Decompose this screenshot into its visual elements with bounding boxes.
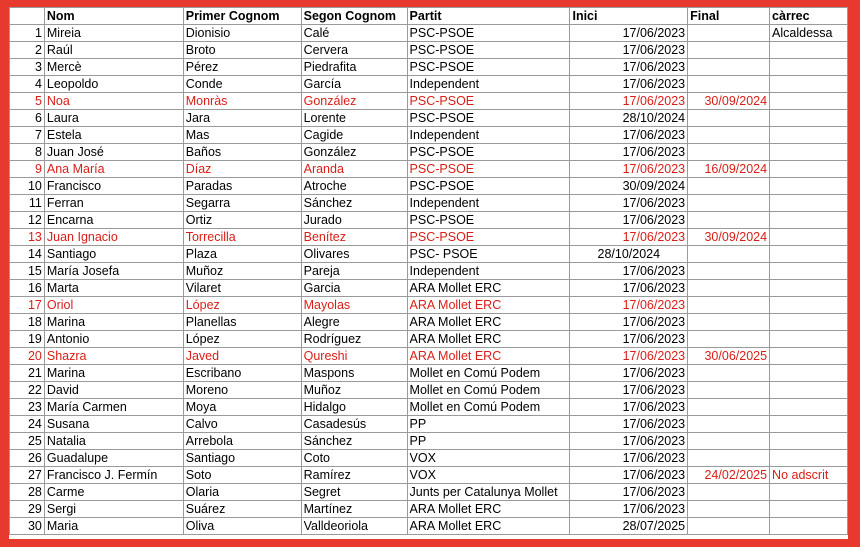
cell-primer-cognom[interactable]: López [183, 331, 301, 348]
cell-segon-cognom[interactable]: Cagide [301, 127, 407, 144]
cell-nom[interactable]: María Josefa [44, 263, 183, 280]
cell-nom[interactable]: Ferran [44, 195, 183, 212]
cell-inici[interactable]: 17/06/2023 [570, 161, 688, 178]
cell-inici[interactable]: 17/06/2023 [570, 331, 688, 348]
cell-segon-cognom[interactable]: Pareja [301, 263, 407, 280]
cell-primer-cognom[interactable]: Moya [183, 399, 301, 416]
cell-segon-cognom[interactable]: Casadesús [301, 416, 407, 433]
cell-final[interactable] [688, 365, 770, 382]
cell-carrec[interactable] [770, 399, 848, 416]
cell-carrec[interactable] [770, 382, 848, 399]
cell-partit[interactable]: PSC-PSOE [407, 110, 570, 127]
cell-segon-cognom[interactable]: Aranda [301, 161, 407, 178]
cell-carrec[interactable] [770, 93, 848, 110]
cell-inici[interactable]: 17/06/2023 [570, 229, 688, 246]
header-nom[interactable]: Nom [44, 8, 183, 25]
table-row [10, 399, 848, 416]
cell-final[interactable] [688, 501, 770, 518]
row-number-cell[interactable]: 3 [10, 59, 45, 76]
cell-inici[interactable]: 17/06/2023 [570, 416, 688, 433]
cell-nom[interactable]: Marina [44, 314, 183, 331]
cell-inici[interactable]: 30/09/2024 [570, 178, 688, 195]
cell-inici[interactable]: 17/06/2023 [570, 433, 688, 450]
cell-nom[interactable]: Francisco [44, 178, 183, 195]
cell-carrec[interactable] [770, 314, 848, 331]
cell-primer-cognom[interactable]: Torrecilla [183, 229, 301, 246]
table-row [10, 59, 848, 76]
cell-final[interactable] [688, 399, 770, 416]
cell-partit[interactable]: PSC-PSOE [407, 161, 570, 178]
cell-carrec[interactable] [770, 212, 848, 229]
cell-nom[interactable]: Shazra [44, 348, 183, 365]
cell-inici[interactable]: 17/06/2023 [570, 127, 688, 144]
table-row [10, 144, 848, 161]
cell-inici[interactable]: 17/06/2023 [570, 348, 688, 365]
cell-segon-cognom[interactable]: Segret [301, 484, 407, 501]
cell-inici[interactable]: 17/06/2023 [570, 212, 688, 229]
row-number-cell[interactable]: 22 [10, 382, 45, 399]
row-number-cell[interactable]: 24 [10, 416, 45, 433]
table-row [10, 195, 848, 212]
cell-final[interactable]: 16/09/2024 [688, 161, 770, 178]
cell-inici[interactable]: 17/06/2023 [570, 365, 688, 382]
cell-inici[interactable]: 28/07/2025 [570, 518, 688, 535]
cell-inici[interactable]: 17/06/2023 [570, 450, 688, 467]
cell-nom[interactable]: Guadalupe [44, 450, 183, 467]
cell-nom[interactable]: Francisco J. Fermín [44, 467, 183, 484]
cell-primer-cognom[interactable]: Vilaret [183, 280, 301, 297]
cell-primer-cognom[interactable]: Mas [183, 127, 301, 144]
cell-primer-cognom[interactable]: Díaz [183, 161, 301, 178]
cell-segon-cognom[interactable]: Garcia [301, 280, 407, 297]
cell-primer-cognom[interactable]: Baños [183, 144, 301, 161]
cell-carrec[interactable] [770, 518, 848, 535]
cell-primer-cognom[interactable]: Javed [183, 348, 301, 365]
cell-primer-cognom[interactable]: Arrebola [183, 433, 301, 450]
cell-segon-cognom[interactable]: Benítez [301, 229, 407, 246]
cell-carrec[interactable] [770, 416, 848, 433]
cell-inici[interactable]: 28/10/2024 [570, 110, 688, 127]
cell-partit[interactable]: PSC-PSOE [407, 212, 570, 229]
cell-segon-cognom[interactable]: Lorente [301, 110, 407, 127]
cell-partit[interactable]: PSC- PSOE [407, 246, 570, 263]
cell-primer-cognom[interactable]: Broto [183, 42, 301, 59]
cell-segon-cognom[interactable]: Valldeoriola [301, 518, 407, 535]
table-row [10, 178, 848, 195]
table-row [10, 484, 848, 501]
cell-segon-cognom[interactable]: Cervera [301, 42, 407, 59]
cell-final[interactable] [688, 246, 770, 263]
cell-segon-cognom[interactable]: Mayolas [301, 297, 407, 314]
table-row [10, 501, 848, 518]
cell-nom[interactable]: Noa [44, 93, 183, 110]
table-row [10, 42, 848, 59]
row-number-cell[interactable]: 13 [10, 229, 45, 246]
cell-segon-cognom[interactable]: García [301, 76, 407, 93]
row-number-cell[interactable]: 14 [10, 246, 45, 263]
cell-carrec[interactable] [770, 144, 848, 161]
cell-partit[interactable]: Independent [407, 263, 570, 280]
cell-primer-cognom[interactable]: Santiago [183, 450, 301, 467]
table-row [10, 161, 848, 178]
cell-carrec[interactable] [770, 127, 848, 144]
cell-inici[interactable]: 17/06/2023 [570, 59, 688, 76]
cell-segon-cognom[interactable]: Sánchez [301, 433, 407, 450]
cell-partit[interactable]: PSC-PSOE [407, 229, 570, 246]
cell-segon-cognom[interactable]: Atroche [301, 178, 407, 195]
cell-final[interactable] [688, 484, 770, 501]
cell-segon-cognom[interactable]: Ramírez [301, 467, 407, 484]
council-members-table [9, 7, 848, 535]
cell-primer-cognom[interactable]: Ortiz [183, 212, 301, 229]
header-row [10, 8, 848, 25]
row-number-cell[interactable]: 25 [10, 433, 45, 450]
row-number-cell[interactable]: 17 [10, 297, 45, 314]
table-row [10, 365, 848, 382]
cell-final[interactable] [688, 263, 770, 280]
cell-primer-cognom[interactable]: Olaria [183, 484, 301, 501]
cell-segon-cognom[interactable]: Olivares [301, 246, 407, 263]
cell-partit[interactable]: Mollet en Comú Podem [407, 365, 570, 382]
cell-primer-cognom[interactable]: Suárez [183, 501, 301, 518]
cell-nom[interactable]: David [44, 382, 183, 399]
cell-nom[interactable]: Marta [44, 280, 183, 297]
table-row [10, 127, 848, 144]
cell-nom[interactable]: Santiago [44, 246, 183, 263]
cell-nom[interactable]: Natalia [44, 433, 183, 450]
table-row [10, 212, 848, 229]
cell-final[interactable] [688, 331, 770, 348]
cell-nom[interactable]: Mercè [44, 59, 183, 76]
cell-final[interactable]: 30/09/2024 [688, 93, 770, 110]
cell-final[interactable] [688, 195, 770, 212]
table-row [10, 110, 848, 127]
cell-carrec[interactable] [770, 178, 848, 195]
row-number-cell[interactable]: 12 [10, 212, 45, 229]
cell-final[interactable] [688, 212, 770, 229]
cell-nom[interactable]: María Carmen [44, 399, 183, 416]
cell-partit[interactable]: PSC-PSOE [407, 144, 570, 161]
row-number-cell[interactable]: 7 [10, 127, 45, 144]
cell-partit[interactable]: PSC-PSOE [407, 25, 570, 42]
cell-partit[interactable]: ARA Mollet ERC [407, 314, 570, 331]
cell-nom[interactable]: Juan Ignacio [44, 229, 183, 246]
cell-carrec[interactable]: No adscrit [770, 467, 848, 484]
cell-final[interactable] [688, 110, 770, 127]
cell-nom[interactable]: Maria [44, 518, 183, 535]
cell-partit[interactable]: PP [407, 416, 570, 433]
cell-nom[interactable]: Mireia [44, 25, 183, 42]
header-segon-cognom[interactable]: Segon Cognom [301, 8, 407, 25]
cell-final[interactable] [688, 518, 770, 535]
table-row [10, 263, 848, 280]
cell-nom[interactable]: Carme [44, 484, 183, 501]
cell-primer-cognom[interactable]: Monràs [183, 93, 301, 110]
cell-carrec[interactable] [770, 76, 848, 93]
table-row [10, 93, 848, 110]
cell-nom[interactable]: Sergi [44, 501, 183, 518]
row-number-cell[interactable]: 30 [10, 518, 45, 535]
cell-inici[interactable]: 28/10/2024 [570, 246, 688, 263]
cell-final[interactable]: 30/09/2024 [688, 229, 770, 246]
cell-carrec[interactable] [770, 280, 848, 297]
cell-nom[interactable]: Leopoldo [44, 76, 183, 93]
row-number-cell[interactable]: 1 [10, 25, 45, 42]
table-row [10, 331, 848, 348]
cell-carrec[interactable] [770, 484, 848, 501]
row-number-cell[interactable]: 23 [10, 399, 45, 416]
cell-nom[interactable]: Oriol [44, 297, 183, 314]
cell-segon-cognom[interactable]: Qureshi [301, 348, 407, 365]
cell-final[interactable] [688, 382, 770, 399]
cell-inici[interactable]: 17/06/2023 [570, 42, 688, 59]
cell-nom[interactable]: Encarna [44, 212, 183, 229]
cell-segon-cognom[interactable]: Sánchez [301, 195, 407, 212]
cell-nom[interactable]: Laura [44, 110, 183, 127]
cell-nom[interactable]: Juan José [44, 144, 183, 161]
row-number-cell[interactable]: 20 [10, 348, 45, 365]
header-primer-cognom[interactable]: Primer Cognom [183, 8, 301, 25]
cell-primer-cognom[interactable]: Paradas [183, 178, 301, 195]
cell-primer-cognom[interactable]: Muñoz [183, 263, 301, 280]
cell-carrec[interactable] [770, 195, 848, 212]
row-number-header[interactable] [10, 8, 45, 25]
header-partit[interactable]: Partit [407, 8, 570, 25]
cell-primer-cognom[interactable]: Calvo [183, 416, 301, 433]
cell-final[interactable] [688, 25, 770, 42]
cell-final[interactable] [688, 280, 770, 297]
cell-partit[interactable]: PSC-PSOE [407, 59, 570, 76]
cell-partit[interactable]: ARA Mollet ERC [407, 348, 570, 365]
cell-primer-cognom[interactable]: Segarra [183, 195, 301, 212]
table-row [10, 246, 848, 263]
cell-primer-cognom[interactable]: Jara [183, 110, 301, 127]
cell-nom[interactable]: Antonio [44, 331, 183, 348]
cell-inici[interactable]: 17/06/2023 [570, 263, 688, 280]
table-row [10, 297, 848, 314]
cell-carrec[interactable] [770, 161, 848, 178]
table-row [10, 382, 848, 399]
cell-partit[interactable]: PSC-PSOE [407, 178, 570, 195]
cell-inici[interactable]: 17/06/2023 [570, 93, 688, 110]
cell-carrec[interactable] [770, 501, 848, 518]
cell-primer-cognom[interactable]: Moreno [183, 382, 301, 399]
cell-carrec[interactable] [770, 348, 848, 365]
cell-partit[interactable]: VOX [407, 467, 570, 484]
cell-carrec[interactable] [770, 263, 848, 280]
cell-final[interactable]: 24/02/2025 [688, 467, 770, 484]
cell-partit[interactable]: ARA Mollet ERC [407, 501, 570, 518]
cell-partit[interactable]: ARA Mollet ERC [407, 297, 570, 314]
cell-inici[interactable]: 17/06/2023 [570, 280, 688, 297]
cell-final[interactable] [688, 450, 770, 467]
row-number-cell[interactable]: 6 [10, 110, 45, 127]
row-number-cell[interactable]: 28 [10, 484, 45, 501]
cell-partit[interactable]: Independent [407, 76, 570, 93]
table-row [10, 280, 848, 297]
cell-segon-cognom[interactable]: Martínez [301, 501, 407, 518]
cell-carrec[interactable] [770, 331, 848, 348]
row-number-cell[interactable]: 2 [10, 42, 45, 59]
cell-inici[interactable]: 17/06/2023 [570, 76, 688, 93]
cell-carrec[interactable] [770, 297, 848, 314]
cell-primer-cognom[interactable]: Oliva [183, 518, 301, 535]
cell-final[interactable] [688, 59, 770, 76]
cell-partit[interactable]: Junts per Catalunya Mollet [407, 484, 570, 501]
cell-primer-cognom[interactable]: López [183, 297, 301, 314]
row-number-cell[interactable]: 29 [10, 501, 45, 518]
cell-carrec[interactable]: Alcaldessa [770, 25, 848, 42]
cell-final[interactable] [688, 314, 770, 331]
cell-carrec[interactable] [770, 450, 848, 467]
cell-inici[interactable]: 17/06/2023 [570, 25, 688, 42]
cell-inici[interactable]: 17/06/2023 [570, 297, 688, 314]
cell-nom[interactable]: Estela [44, 127, 183, 144]
table-row [10, 229, 848, 246]
cell-inici[interactable]: 17/06/2023 [570, 382, 688, 399]
cell-partit[interactable]: Mollet en Comú Podem [407, 382, 570, 399]
cell-partit[interactable]: PSC-PSOE [407, 42, 570, 59]
cell-final[interactable] [688, 42, 770, 59]
cell-primer-cognom[interactable]: Conde [183, 76, 301, 93]
row-number-cell[interactable]: 27 [10, 467, 45, 484]
cell-inici[interactable]: 17/06/2023 [570, 467, 688, 484]
cell-primer-cognom[interactable]: Soto [183, 467, 301, 484]
cell-primer-cognom[interactable]: Dionisio [183, 25, 301, 42]
cell-inici[interactable]: 17/06/2023 [570, 501, 688, 518]
cell-partit[interactable]: PSC-PSOE [407, 93, 570, 110]
cell-primer-cognom[interactable]: Plaza [183, 246, 301, 263]
table-row [10, 25, 848, 42]
cell-final[interactable] [688, 433, 770, 450]
cell-partit[interactable]: Independent [407, 195, 570, 212]
cell-final[interactable] [688, 127, 770, 144]
cell-nom[interactable]: Susana [44, 416, 183, 433]
cell-segon-cognom[interactable]: González [301, 93, 407, 110]
row-number-cell[interactable]: 16 [10, 280, 45, 297]
row-number-cell[interactable]: 21 [10, 365, 45, 382]
cell-partit[interactable]: PP [407, 433, 570, 450]
cell-inici[interactable]: 17/06/2023 [570, 399, 688, 416]
row-number-cell[interactable]: 9 [10, 161, 45, 178]
row-number-cell[interactable]: 10 [10, 178, 45, 195]
table-row [10, 76, 848, 93]
row-number-cell[interactable]: 4 [10, 76, 45, 93]
cell-inici[interactable]: 17/06/2023 [570, 314, 688, 331]
cell-segon-cognom[interactable]: Jurado [301, 212, 407, 229]
cell-inici[interactable]: 17/06/2023 [570, 144, 688, 161]
cell-segon-cognom[interactable]: Alegre [301, 314, 407, 331]
cell-final[interactable]: 30/06/2025 [688, 348, 770, 365]
cell-segon-cognom[interactable]: Calé [301, 25, 407, 42]
cell-segon-cognom[interactable]: González [301, 144, 407, 161]
row-number-cell[interactable]: 15 [10, 263, 45, 280]
header-final[interactable]: Final [688, 8, 770, 25]
cell-final[interactable] [688, 76, 770, 93]
cell-final[interactable] [688, 178, 770, 195]
cell-partit[interactable]: Mollet en Comú Podem [407, 399, 570, 416]
table-row [10, 518, 848, 535]
cell-carrec[interactable] [770, 110, 848, 127]
row-number-cell[interactable]: 26 [10, 450, 45, 467]
header-carrec[interactable]: càrrec [770, 8, 848, 25]
cell-segon-cognom[interactable]: Hidalgo [301, 399, 407, 416]
cell-segon-cognom[interactable]: Piedrafita [301, 59, 407, 76]
cell-inici[interactable]: 17/06/2023 [570, 195, 688, 212]
row-number-cell[interactable]: 18 [10, 314, 45, 331]
cell-primer-cognom[interactable]: Escribano [183, 365, 301, 382]
cell-nom[interactable]: Marina [44, 365, 183, 382]
spreadsheet [9, 7, 848, 539]
cell-segon-cognom[interactable]: Muñoz [301, 382, 407, 399]
cell-partit[interactable]: ARA Mollet ERC [407, 518, 570, 535]
cell-nom[interactable]: Ana María [44, 161, 183, 178]
table-row [10, 450, 848, 467]
table-row [10, 433, 848, 450]
cell-primer-cognom[interactable]: Pérez [183, 59, 301, 76]
cell-partit[interactable]: ARA Mollet ERC [407, 280, 570, 297]
cell-partit[interactable]: Independent [407, 127, 570, 144]
cell-carrec[interactable] [770, 433, 848, 450]
cell-carrec[interactable] [770, 365, 848, 382]
row-number-cell[interactable]: 8 [10, 144, 45, 161]
cell-final[interactable] [688, 297, 770, 314]
cell-inici[interactable]: 17/06/2023 [570, 484, 688, 501]
cell-partit[interactable]: VOX [407, 450, 570, 467]
cell-carrec[interactable] [770, 59, 848, 76]
table-row [10, 416, 848, 433]
cell-nom[interactable]: Raúl [44, 42, 183, 59]
cell-primer-cognom[interactable]: Planellas [183, 314, 301, 331]
cell-carrec[interactable] [770, 246, 848, 263]
cell-segon-cognom[interactable]: Rodríguez [301, 331, 407, 348]
cell-segon-cognom[interactable]: Coto [301, 450, 407, 467]
table-row [10, 348, 848, 365]
cell-carrec[interactable] [770, 229, 848, 246]
table-row [10, 314, 848, 331]
row-number-cell[interactable]: 5 [10, 93, 45, 110]
cell-carrec[interactable] [770, 42, 848, 59]
header-inici[interactable]: Inici [570, 8, 688, 25]
cell-final[interactable] [688, 416, 770, 433]
cell-segon-cognom[interactable]: Maspons [301, 365, 407, 382]
table-row [10, 467, 848, 484]
row-number-cell[interactable]: 19 [10, 331, 45, 348]
cell-partit[interactable]: ARA Mollet ERC [407, 331, 570, 348]
cell-final[interactable] [688, 144, 770, 161]
row-number-cell[interactable]: 11 [10, 195, 45, 212]
